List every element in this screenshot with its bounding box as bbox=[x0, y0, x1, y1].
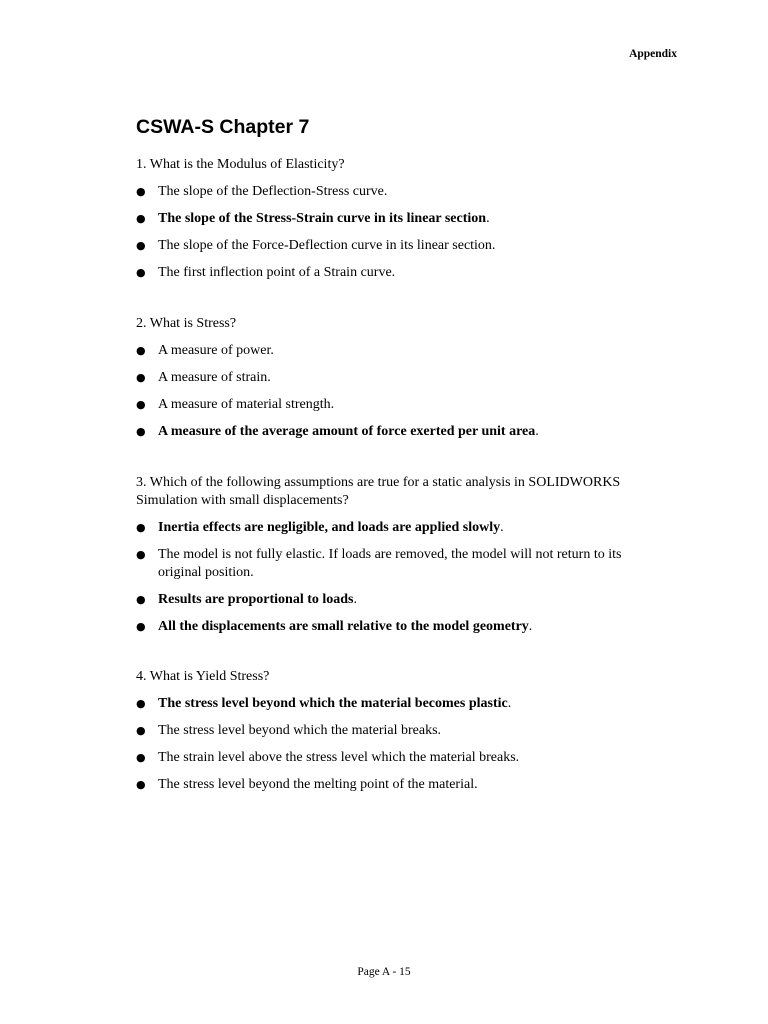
bullet-icon: ● bbox=[136, 593, 146, 606]
answer-period: . bbox=[500, 520, 504, 535]
answer-option bbox=[136, 237, 666, 255]
answer-period: . bbox=[486, 211, 490, 226]
answer-text: The slope of the Force-Deflection curve in its linear section. bbox=[158, 238, 496, 253]
answer-text: The model is not fully elastic. If loads are removed, the model will not return to its original position. bbox=[158, 547, 622, 580]
bullet-icon: ● bbox=[136, 697, 146, 710]
bullet-icon: ● bbox=[136, 398, 146, 411]
bullet-icon: ● bbox=[136, 724, 146, 737]
answer-list bbox=[136, 519, 666, 636]
answer-text: A measure of material strength. bbox=[158, 397, 335, 412]
answer-text: Results are proportional to loads bbox=[158, 592, 354, 607]
answer-text: A measure of the average amount of force exerted per unit area bbox=[158, 424, 536, 439]
answer-option-correct bbox=[136, 618, 666, 636]
answer-text: The stress level beyond which the material breaks. bbox=[158, 723, 442, 738]
answer-period: . bbox=[528, 619, 533, 634]
bullet-icon: ● bbox=[136, 548, 146, 561]
bullet-icon: ● bbox=[136, 239, 146, 252]
question-block bbox=[136, 668, 666, 803]
bullet-icon: ● bbox=[136, 185, 146, 198]
answer-option bbox=[136, 546, 666, 582]
chapter-title: CSWA-S Chapter 7 bbox=[136, 116, 310, 138]
answer-text: The strain level above the stress level which the material breaks. bbox=[158, 750, 520, 765]
answer-period: . bbox=[353, 592, 357, 607]
answer-option bbox=[136, 776, 666, 794]
answer-period: . bbox=[535, 424, 539, 439]
answer-option-correct bbox=[136, 519, 666, 537]
bullet-icon: ● bbox=[136, 371, 146, 384]
answer-option-correct bbox=[136, 591, 666, 609]
answer-text: A measure of power. bbox=[158, 343, 274, 358]
question-text: 3. Which of the following assumptions are true for a static analysis in SOLIDWORKS Simulation with small displacements? bbox=[136, 475, 621, 508]
answer-list bbox=[136, 183, 666, 282]
answer-option bbox=[136, 722, 666, 740]
answer-text: The stress level beyond which the material becomes plastic bbox=[158, 696, 508, 711]
answer-option-correct bbox=[136, 210, 666, 228]
answer-option-correct bbox=[136, 695, 666, 713]
question-text: 1. What is the Modulus of Elasticity? bbox=[136, 157, 345, 172]
answer-option bbox=[136, 396, 666, 414]
answer-option bbox=[136, 183, 666, 201]
answer-option-correct bbox=[136, 423, 666, 441]
bullet-icon: ● bbox=[136, 778, 146, 791]
page-header-section: Appendix bbox=[629, 48, 677, 60]
question-text: 4. What is Yield Stress? bbox=[136, 669, 270, 684]
bullet-icon: ● bbox=[136, 266, 146, 279]
answer-option bbox=[136, 369, 666, 387]
bullet-icon: ● bbox=[136, 425, 146, 438]
question-block bbox=[136, 474, 666, 645]
question-text: 2. What is Stress? bbox=[136, 316, 237, 331]
answer-option bbox=[136, 342, 666, 360]
bullet-icon: ● bbox=[136, 521, 146, 534]
bullet-icon: ● bbox=[136, 212, 146, 225]
answer-option bbox=[136, 749, 666, 767]
page-number: Page A - 15 bbox=[357, 966, 411, 978]
question-block bbox=[136, 156, 666, 291]
bullet-icon: ● bbox=[136, 344, 146, 357]
answer-option bbox=[136, 264, 666, 282]
answer-text: Inertia effects are negligible, and loads are applied slowly bbox=[158, 520, 501, 535]
answer-period: . bbox=[507, 696, 512, 711]
answer-text: The slope of the Deflection-Stress curve. bbox=[158, 184, 388, 199]
answer-list bbox=[136, 342, 666, 441]
answer-text: The slope of the Stress-Strain curve in its linear section bbox=[158, 211, 487, 226]
answer-text: The stress level beyond the melting point of the material. bbox=[158, 777, 478, 792]
answer-text: The first inflection point of a Strain curve. bbox=[158, 265, 396, 280]
answer-text: A measure of strain. bbox=[158, 370, 271, 385]
bullet-icon: ● bbox=[136, 751, 146, 764]
answer-list bbox=[136, 695, 666, 794]
answer-text: All the displacements are small relative to the model geometry bbox=[158, 619, 529, 634]
question-block bbox=[136, 315, 666, 450]
bullet-icon: ● bbox=[136, 620, 146, 633]
